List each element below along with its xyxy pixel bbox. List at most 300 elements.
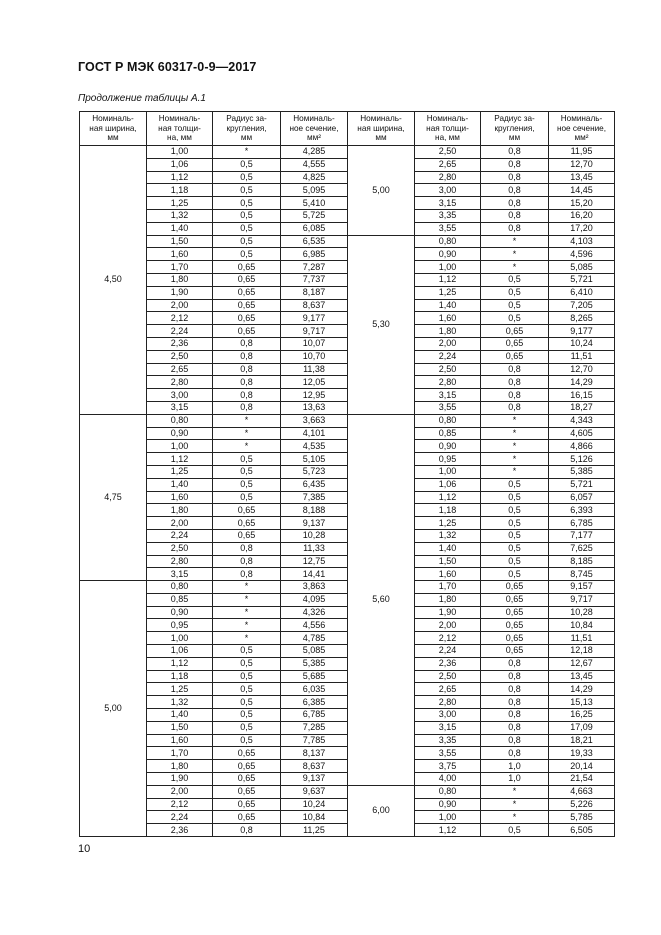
table-row — [80, 760, 615, 773]
left-nominal-area: 6,085 — [281, 222, 348, 235]
right-rounding-radius: * — [481, 453, 549, 466]
page-number: 10 — [78, 843, 91, 855]
left-nominal-area: 5,385 — [281, 657, 348, 670]
table-row — [80, 670, 615, 683]
left-nominal-area: 6,985 — [281, 248, 348, 261]
table-row — [80, 657, 615, 670]
right-nominal-thickness: 3,75 — [415, 760, 481, 773]
left-nominal-area: 11,25 — [281, 824, 348, 837]
right-nominal-area: 20,14 — [549, 760, 615, 773]
left-nominal-thickness: 1,00 — [147, 146, 213, 159]
right-nominal-area: 12,70 — [549, 363, 615, 376]
right-nominal-area: 5,385 — [549, 465, 615, 478]
left-nominal-area: 5,085 — [281, 645, 348, 658]
table-row — [80, 235, 615, 248]
table-row — [80, 158, 615, 171]
right-nominal-area: 6,785 — [549, 517, 615, 530]
right-nominal-thickness: 2,50 — [415, 146, 481, 159]
right-rounding-radius: 0,5 — [481, 491, 549, 504]
right-nominal-thickness: 1,80 — [415, 325, 481, 338]
left-rounding-radius: 0,65 — [213, 299, 281, 312]
right-nominal-area: 12,18 — [549, 645, 615, 658]
left-rounding-radius: * — [213, 632, 281, 645]
table-row — [80, 465, 615, 478]
left-nominal-area: 4,556 — [281, 619, 348, 632]
left-nominal-width: 4,75 — [80, 414, 147, 580]
right-nominal-thickness: 3,00 — [415, 184, 481, 197]
left-nominal-area: 4,095 — [281, 593, 348, 606]
right-rounding-radius: 0,65 — [481, 337, 549, 350]
left-nominal-thickness: 3,00 — [147, 389, 213, 402]
right-rounding-radius: 0,8 — [481, 709, 549, 722]
table-row — [80, 401, 615, 414]
right-nominal-area: 8,185 — [549, 555, 615, 568]
right-rounding-radius: * — [481, 440, 549, 453]
left-nominal-area: 4,825 — [281, 171, 348, 184]
left-nominal-area: 11,33 — [281, 542, 348, 555]
table-row — [80, 785, 615, 798]
right-nominal-thickness: 1,12 — [415, 824, 481, 837]
right-nominal-area: 16,20 — [549, 209, 615, 222]
left-rounding-radius: 0,8 — [213, 350, 281, 363]
left-rounding-radius: 0,5 — [213, 709, 281, 722]
left-rounding-radius: 0,5 — [213, 683, 281, 696]
left-nominal-area: 5,723 — [281, 465, 348, 478]
right-nominal-area: 11,51 — [549, 350, 615, 363]
table-row — [80, 273, 615, 286]
right-nominal-thickness: 3,55 — [415, 401, 481, 414]
left-rounding-radius: 0,5 — [213, 453, 281, 466]
left-nominal-area: 8,637 — [281, 299, 348, 312]
right-rounding-radius: 0,8 — [481, 171, 549, 184]
right-nominal-thickness: 1,40 — [415, 542, 481, 555]
left-nominal-area: 6,435 — [281, 478, 348, 491]
left-nominal-area: 7,287 — [281, 261, 348, 274]
right-rounding-radius: 0,5 — [481, 542, 549, 555]
right-nominal-thickness: 1,06 — [415, 478, 481, 491]
left-rounding-radius: 0,5 — [213, 465, 281, 478]
table-row — [80, 299, 615, 312]
left-nominal-thickness: 1,12 — [147, 453, 213, 466]
right-nominal-area: 4,103 — [549, 235, 615, 248]
right-rounding-radius: 0,5 — [481, 286, 549, 299]
right-nominal-area: 16,15 — [549, 389, 615, 402]
right-nominal-thickness: 0,90 — [415, 440, 481, 453]
right-rounding-radius: * — [481, 235, 549, 248]
left-nominal-area: 10,70 — [281, 350, 348, 363]
left-nominal-area: 12,75 — [281, 555, 348, 568]
left-rounding-radius: 0,8 — [213, 401, 281, 414]
table-row — [80, 478, 615, 491]
left-rounding-radius: 0,5 — [213, 670, 281, 683]
left-nominal-thickness: 1,70 — [147, 747, 213, 760]
right-nominal-thickness: 1,12 — [415, 491, 481, 504]
right-rounding-radius: 0,8 — [481, 389, 549, 402]
left-rounding-radius: 0,5 — [213, 478, 281, 491]
table-row — [80, 146, 615, 159]
left-nominal-area: 5,725 — [281, 209, 348, 222]
right-rounding-radius: 0,8 — [481, 209, 549, 222]
right-nominal-thickness: 3,15 — [415, 197, 481, 210]
right-nominal-thickness: 1,00 — [415, 261, 481, 274]
right-nominal-thickness: 1,00 — [415, 811, 481, 824]
right-nominal-area: 4,866 — [549, 440, 615, 453]
table-row — [80, 773, 615, 786]
left-nominal-area: 12,95 — [281, 389, 348, 402]
table-row — [80, 209, 615, 222]
left-rounding-radius: 0,8 — [213, 363, 281, 376]
left-nominal-area: 10,24 — [281, 798, 348, 811]
right-rounding-radius: 0,5 — [481, 478, 549, 491]
right-rounding-radius: 1,0 — [481, 773, 549, 786]
left-nominal-area: 9,177 — [281, 312, 348, 325]
right-nominal-area: 5,721 — [549, 478, 615, 491]
right-nominal-area: 14,29 — [549, 683, 615, 696]
left-rounding-radius: 0,65 — [213, 517, 281, 530]
right-rounding-radius: 0,8 — [481, 696, 549, 709]
left-rounding-radius: 0,65 — [213, 529, 281, 542]
left-rounding-radius: * — [213, 619, 281, 632]
header-left-width: Номиналь- ная ширина, мм — [80, 112, 147, 146]
right-nominal-thickness: 1,60 — [415, 312, 481, 325]
right-nominal-thickness: 1,32 — [415, 529, 481, 542]
left-rounding-radius: 0,65 — [213, 312, 281, 325]
left-nominal-thickness: 1,50 — [147, 235, 213, 248]
right-nominal-area: 14,45 — [549, 184, 615, 197]
right-nominal-thickness: 1,70 — [415, 581, 481, 594]
right-nominal-thickness: 1,25 — [415, 286, 481, 299]
right-nominal-thickness: 2,80 — [415, 696, 481, 709]
right-nominal-area: 11,95 — [549, 146, 615, 159]
right-nominal-thickness: 3,15 — [415, 389, 481, 402]
right-nominal-area: 17,09 — [549, 721, 615, 734]
table-row — [80, 517, 615, 530]
right-nominal-area: 18,21 — [549, 734, 615, 747]
right-rounding-radius: 0,8 — [481, 146, 549, 159]
left-nominal-thickness: 1,00 — [147, 440, 213, 453]
right-rounding-radius: 1,0 — [481, 760, 549, 773]
left-rounding-radius: 0,65 — [213, 273, 281, 286]
table-row — [80, 542, 615, 555]
left-nominal-thickness: 3,15 — [147, 401, 213, 414]
right-rounding-radius: * — [481, 414, 549, 427]
table-caption: Продолжение таблицы А.1 — [78, 93, 206, 104]
left-nominal-area: 4,555 — [281, 158, 348, 171]
left-nominal-thickness: 1,40 — [147, 222, 213, 235]
left-rounding-radius: 0,5 — [213, 491, 281, 504]
right-nominal-area: 10,28 — [549, 606, 615, 619]
left-rounding-radius: * — [213, 606, 281, 619]
table-row — [80, 171, 615, 184]
left-nominal-thickness: 1,18 — [147, 670, 213, 683]
right-rounding-radius: * — [481, 465, 549, 478]
table-row — [80, 811, 615, 824]
wire-dimensions-table — [79, 111, 615, 837]
left-rounding-radius: 0,65 — [213, 261, 281, 274]
left-rounding-radius: * — [213, 414, 281, 427]
right-nominal-area: 5,721 — [549, 273, 615, 286]
left-nominal-thickness: 1,90 — [147, 773, 213, 786]
right-nominal-area: 8,745 — [549, 568, 615, 581]
right-nominal-area: 5,085 — [549, 261, 615, 274]
right-nominal-area: 5,785 — [549, 811, 615, 824]
right-nominal-area: 5,226 — [549, 798, 615, 811]
left-nominal-area: 9,637 — [281, 785, 348, 798]
right-nominal-thickness: 3,35 — [415, 209, 481, 222]
left-nominal-thickness: 1,25 — [147, 197, 213, 210]
table-row — [80, 798, 615, 811]
right-nominal-thickness: 2,24 — [415, 645, 481, 658]
left-nominal-thickness: 3,15 — [147, 568, 213, 581]
right-rounding-radius: 0,8 — [481, 158, 549, 171]
table-row — [80, 619, 615, 632]
left-nominal-thickness: 0,85 — [147, 593, 213, 606]
right-nominal-area: 6,410 — [549, 286, 615, 299]
right-nominal-width: 5,60 — [348, 414, 415, 785]
left-nominal-area: 5,105 — [281, 453, 348, 466]
right-nominal-area: 21,54 — [549, 773, 615, 786]
right-nominal-area: 9,177 — [549, 325, 615, 338]
document-title: ГОСТ Р МЭК 60317-0-9—2017 — [78, 60, 257, 74]
right-rounding-radius: 0,65 — [481, 593, 549, 606]
table-row — [80, 453, 615, 466]
right-nominal-area: 4,663 — [549, 785, 615, 798]
left-nominal-thickness: 1,80 — [147, 504, 213, 517]
left-rounding-radius: 0,5 — [213, 171, 281, 184]
left-nominal-thickness: 1,70 — [147, 261, 213, 274]
left-nominal-thickness: 2,65 — [147, 363, 213, 376]
left-nominal-area: 4,101 — [281, 427, 348, 440]
right-nominal-area: 10,24 — [549, 337, 615, 350]
left-nominal-thickness: 2,36 — [147, 337, 213, 350]
table-row — [80, 568, 615, 581]
left-rounding-radius: 0,65 — [213, 504, 281, 517]
left-nominal-thickness: 1,25 — [147, 465, 213, 478]
right-nominal-thickness: 2,65 — [415, 158, 481, 171]
left-nominal-width: 4,50 — [80, 146, 147, 415]
right-nominal-area: 7,205 — [549, 299, 615, 312]
left-nominal-thickness: 1,80 — [147, 273, 213, 286]
left-nominal-thickness: 2,24 — [147, 529, 213, 542]
right-rounding-radius: 0,8 — [481, 376, 549, 389]
table-row — [80, 376, 615, 389]
left-nominal-area: 12,05 — [281, 376, 348, 389]
left-nominal-area: 4,285 — [281, 146, 348, 159]
left-nominal-thickness: 1,25 — [147, 683, 213, 696]
header-left-radius: Радиус за- кругления, мм — [213, 112, 281, 146]
left-rounding-radius: 0,65 — [213, 773, 281, 786]
header-left-area: Номиналь- ное сечение, мм² — [281, 112, 348, 146]
right-rounding-radius: 0,5 — [481, 568, 549, 581]
left-nominal-area: 7,285 — [281, 721, 348, 734]
left-rounding-radius: 0,8 — [213, 376, 281, 389]
right-nominal-area: 7,177 — [549, 529, 615, 542]
table-row — [80, 427, 615, 440]
right-rounding-radius: 0,65 — [481, 581, 549, 594]
left-nominal-area: 7,785 — [281, 734, 348, 747]
left-rounding-radius: 0,5 — [213, 158, 281, 171]
left-nominal-area: 7,737 — [281, 273, 348, 286]
right-rounding-radius: 0,8 — [481, 683, 549, 696]
right-nominal-area: 6,393 — [549, 504, 615, 517]
left-nominal-thickness: 1,12 — [147, 171, 213, 184]
left-nominal-area: 5,095 — [281, 184, 348, 197]
left-rounding-radius: 0,5 — [213, 209, 281, 222]
table-row — [80, 747, 615, 760]
right-nominal-thickness: 2,12 — [415, 632, 481, 645]
left-nominal-thickness: 0,90 — [147, 427, 213, 440]
right-rounding-radius: 0,8 — [481, 197, 549, 210]
right-nominal-area: 4,343 — [549, 414, 615, 427]
right-nominal-area: 13,45 — [549, 171, 615, 184]
table-row — [80, 683, 615, 696]
right-nominal-width: 5,30 — [348, 235, 415, 414]
right-nominal-thickness: 2,80 — [415, 376, 481, 389]
left-nominal-area: 4,785 — [281, 632, 348, 645]
right-nominal-area: 7,625 — [549, 542, 615, 555]
right-rounding-radius: * — [481, 261, 549, 274]
left-nominal-thickness: 1,60 — [147, 491, 213, 504]
right-rounding-radius: * — [481, 785, 549, 798]
left-nominal-thickness: 1,06 — [147, 158, 213, 171]
table-row — [80, 709, 615, 722]
left-nominal-thickness: 0,95 — [147, 619, 213, 632]
left-nominal-thickness: 1,12 — [147, 657, 213, 670]
header-right-thickness: Номиналь- ная толщи- на, мм — [415, 112, 481, 146]
left-nominal-thickness: 0,90 — [147, 606, 213, 619]
left-nominal-thickness: 2,24 — [147, 325, 213, 338]
right-rounding-radius: 0,5 — [481, 555, 549, 568]
right-rounding-radius: 0,5 — [481, 312, 549, 325]
left-nominal-thickness: 1,32 — [147, 209, 213, 222]
right-nominal-thickness: 1,12 — [415, 273, 481, 286]
left-rounding-radius: 0,65 — [213, 286, 281, 299]
table-row — [80, 197, 615, 210]
left-rounding-radius: 0,65 — [213, 325, 281, 338]
left-rounding-radius: 0,5 — [213, 721, 281, 734]
table-row — [80, 606, 615, 619]
left-rounding-radius: * — [213, 581, 281, 594]
right-nominal-thickness: 1,50 — [415, 555, 481, 568]
right-nominal-area: 12,70 — [549, 158, 615, 171]
left-nominal-thickness: 1,80 — [147, 760, 213, 773]
right-rounding-radius: 0,8 — [481, 734, 549, 747]
left-nominal-thickness: 1,60 — [147, 734, 213, 747]
table-row — [80, 222, 615, 235]
right-nominal-area: 16,25 — [549, 709, 615, 722]
table-row — [80, 337, 615, 350]
right-nominal-thickness: 2,36 — [415, 657, 481, 670]
right-nominal-thickness: 2,80 — [415, 171, 481, 184]
left-nominal-thickness: 2,50 — [147, 350, 213, 363]
left-nominal-area: 6,785 — [281, 709, 348, 722]
left-rounding-radius: 0,5 — [213, 184, 281, 197]
right-rounding-radius: 0,5 — [481, 299, 549, 312]
right-rounding-radius: * — [481, 798, 549, 811]
left-nominal-thickness: 1,40 — [147, 709, 213, 722]
right-rounding-radius: 0,8 — [481, 721, 549, 734]
header-left-thickness: Номиналь- ная толщи- на, мм — [147, 112, 213, 146]
right-nominal-area: 5,126 — [549, 453, 615, 466]
right-rounding-radius: 0,5 — [481, 529, 549, 542]
table-row — [80, 593, 615, 606]
left-nominal-thickness: 0,80 — [147, 414, 213, 427]
right-rounding-radius: 0,65 — [481, 632, 549, 645]
right-rounding-radius: 0,5 — [481, 504, 549, 517]
left-rounding-radius: 0,5 — [213, 696, 281, 709]
left-rounding-radius: 0,5 — [213, 197, 281, 210]
table-row — [80, 721, 615, 734]
left-nominal-thickness: 2,00 — [147, 299, 213, 312]
left-nominal-area: 7,385 — [281, 491, 348, 504]
right-nominal-thickness: 2,24 — [415, 350, 481, 363]
left-nominal-area: 6,035 — [281, 683, 348, 696]
right-nominal-thickness: 3,00 — [415, 709, 481, 722]
left-rounding-radius: 0,65 — [213, 747, 281, 760]
header-right-radius: Радиус за- кругления, мм — [481, 112, 549, 146]
right-rounding-radius: 0,8 — [481, 657, 549, 670]
right-nominal-thickness: 1,60 — [415, 568, 481, 581]
table-row — [80, 734, 615, 747]
right-nominal-thickness: 0,95 — [415, 453, 481, 466]
left-nominal-thickness: 1,32 — [147, 696, 213, 709]
table-row — [80, 645, 615, 658]
right-nominal-area: 14,29 — [549, 376, 615, 389]
right-nominal-area: 15,20 — [549, 197, 615, 210]
right-nominal-thickness: 2,50 — [415, 363, 481, 376]
left-nominal-thickness: 1,18 — [147, 184, 213, 197]
left-nominal-thickness: 2,24 — [147, 811, 213, 824]
left-nominal-area: 14,41 — [281, 568, 348, 581]
right-nominal-area: 18,27 — [549, 401, 615, 414]
right-nominal-width: 5,00 — [348, 146, 415, 236]
left-rounding-radius: 0,8 — [213, 389, 281, 402]
left-rounding-radius: 0,65 — [213, 760, 281, 773]
left-nominal-thickness: 0,80 — [147, 581, 213, 594]
left-rounding-radius: 0,8 — [213, 542, 281, 555]
left-rounding-radius: 0,8 — [213, 555, 281, 568]
left-nominal-area: 9,137 — [281, 773, 348, 786]
left-rounding-radius: 0,8 — [213, 568, 281, 581]
right-nominal-area: 8,265 — [549, 312, 615, 325]
right-nominal-area: 4,596 — [549, 248, 615, 261]
right-nominal-area: 6,057 — [549, 491, 615, 504]
left-nominal-area: 3,863 — [281, 581, 348, 594]
right-nominal-width: 6,00 — [348, 785, 415, 836]
left-nominal-thickness: 1,06 — [147, 645, 213, 658]
table-row — [80, 581, 615, 594]
left-rounding-radius: 0,8 — [213, 337, 281, 350]
table-row — [80, 363, 615, 376]
right-nominal-thickness: 1,18 — [415, 504, 481, 517]
left-nominal-area: 5,410 — [281, 197, 348, 210]
left-rounding-radius: 0,5 — [213, 222, 281, 235]
left-nominal-thickness: 2,36 — [147, 824, 213, 837]
left-nominal-thickness: 1,40 — [147, 478, 213, 491]
right-nominal-thickness: 1,00 — [415, 465, 481, 478]
left-nominal-thickness: 2,80 — [147, 555, 213, 568]
left-nominal-area: 8,187 — [281, 286, 348, 299]
right-nominal-thickness: 1,80 — [415, 593, 481, 606]
table-row — [80, 184, 615, 197]
right-nominal-thickness: 3,55 — [415, 222, 481, 235]
table-header-row — [80, 112, 615, 146]
right-nominal-thickness: 1,90 — [415, 606, 481, 619]
left-nominal-thickness: 2,12 — [147, 798, 213, 811]
table-row — [80, 414, 615, 427]
right-nominal-area: 9,157 — [549, 581, 615, 594]
left-nominal-area: 8,137 — [281, 747, 348, 760]
